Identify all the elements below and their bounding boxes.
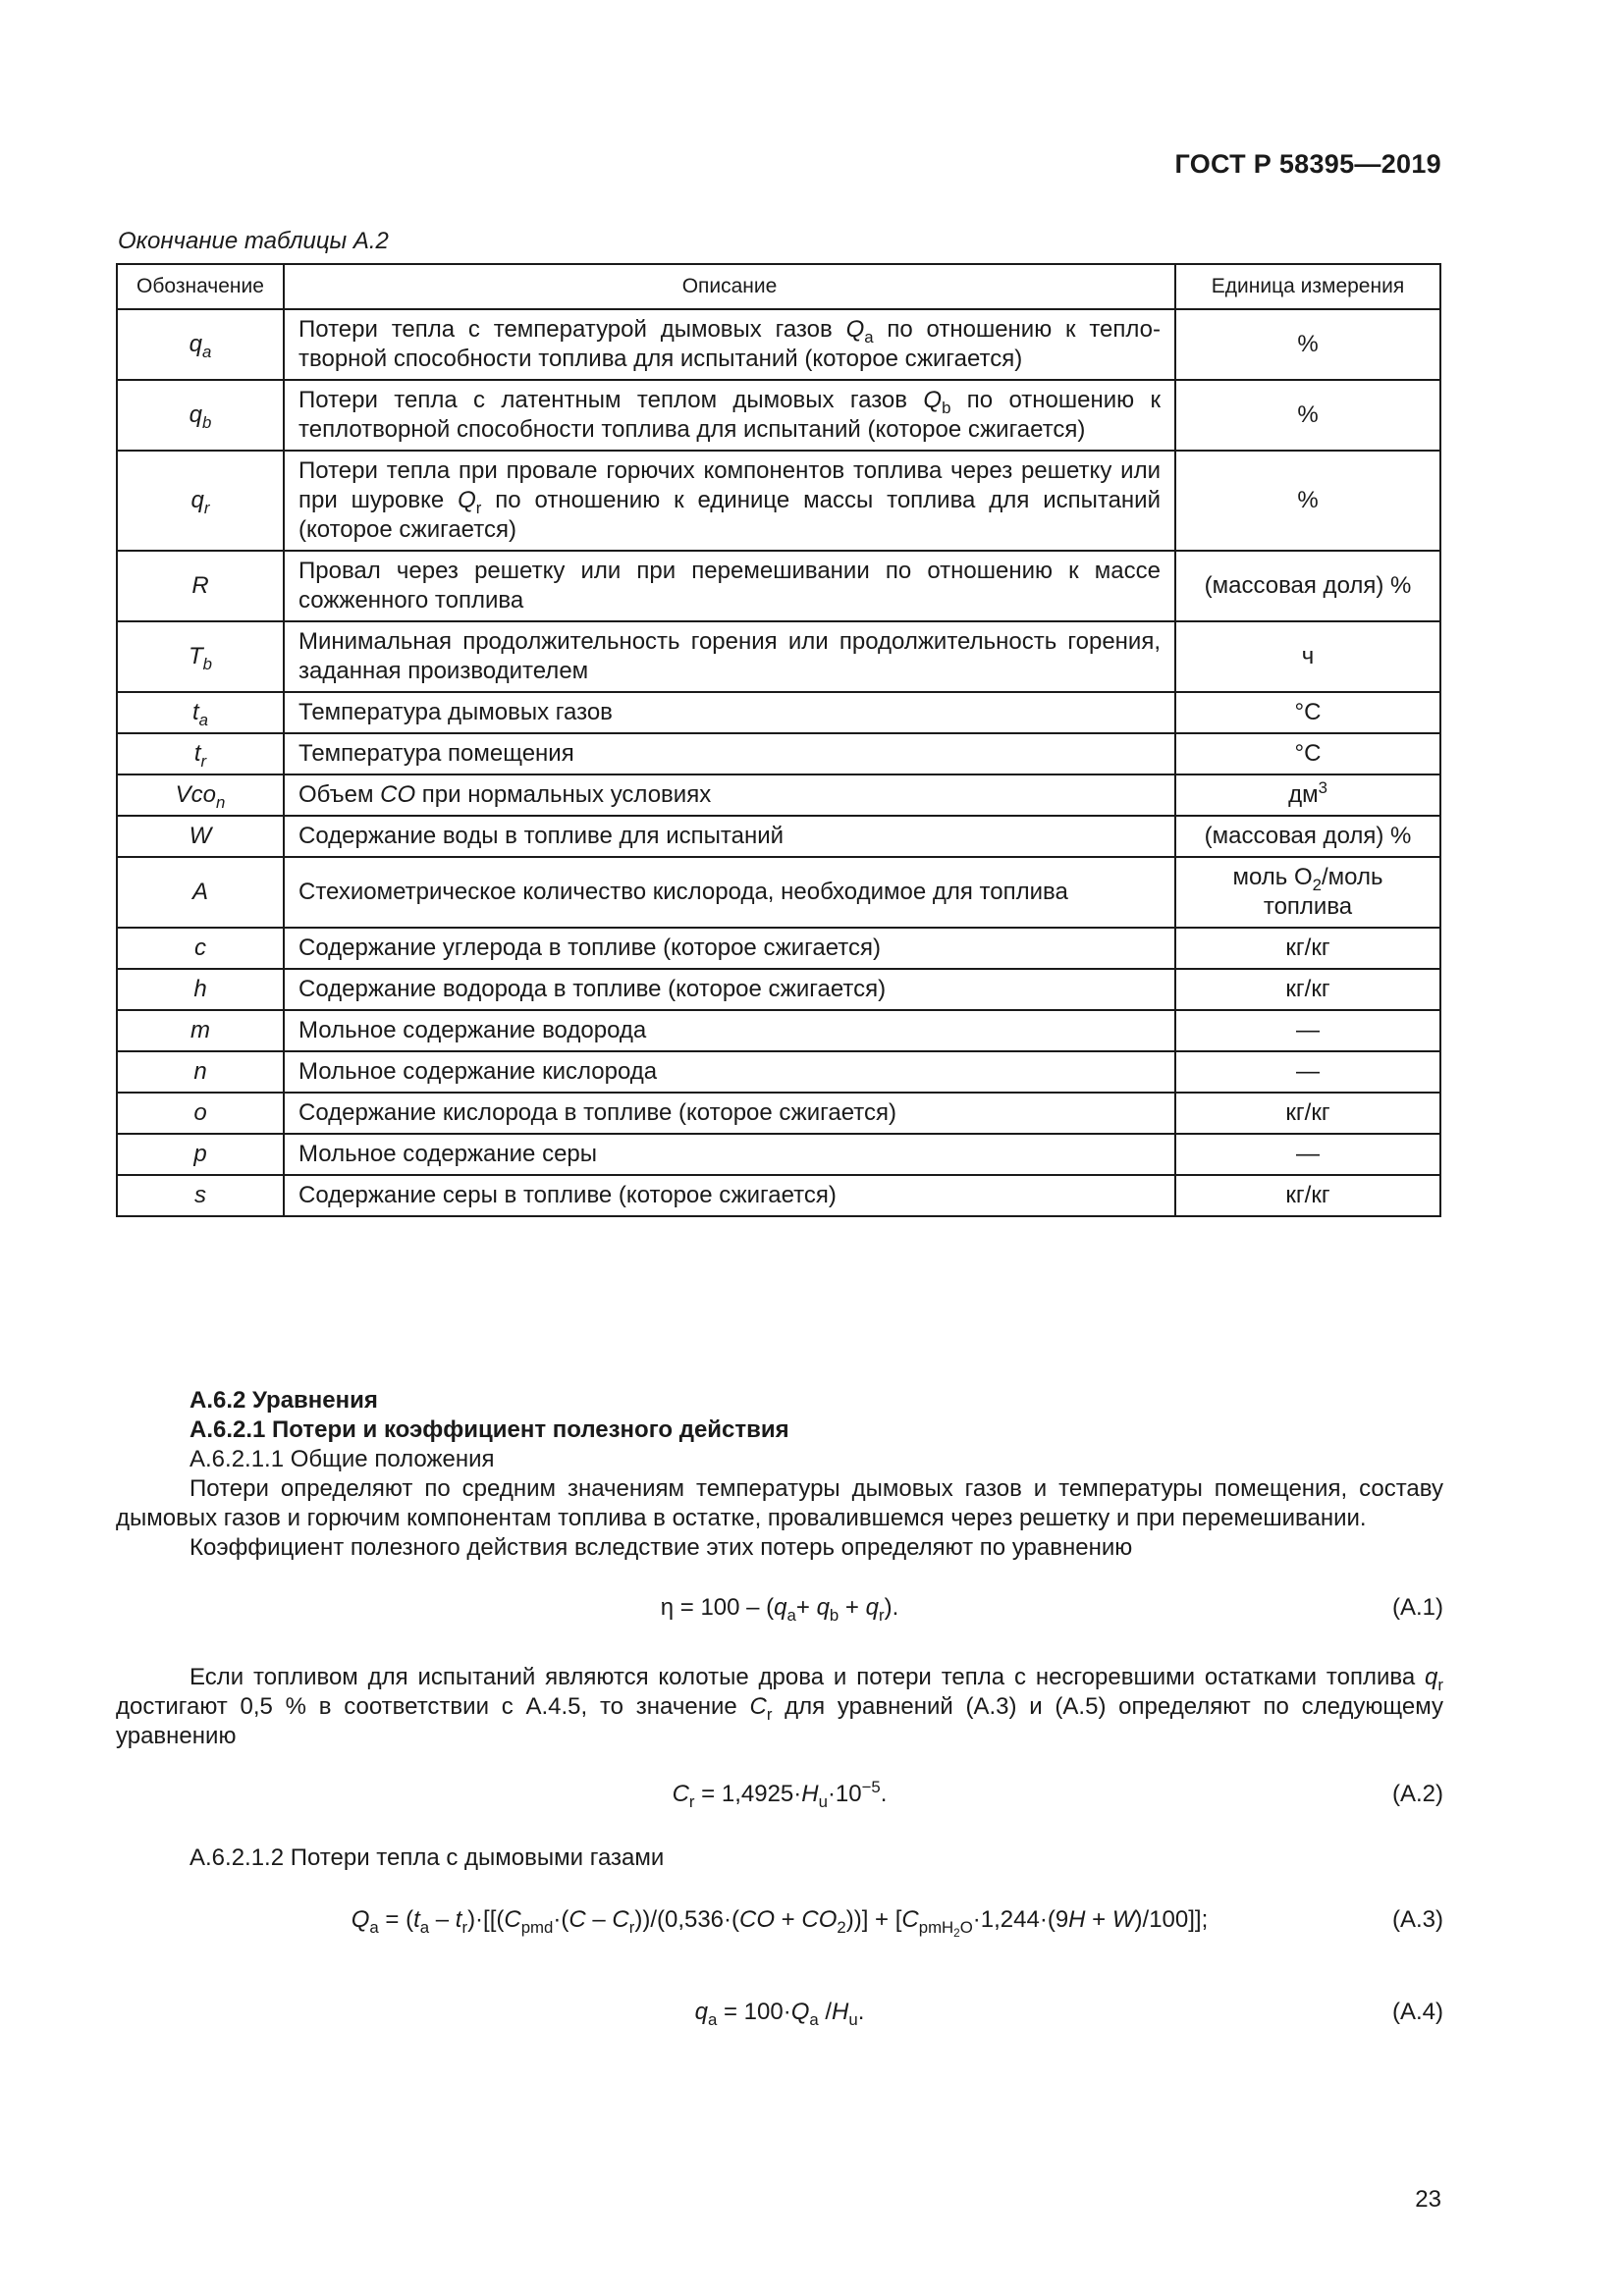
header-symbol: Обозначение xyxy=(117,264,284,309)
row-unit: кг/кг xyxy=(1175,1093,1440,1134)
row-description: Провал через решетку или при перемешивании по отношению к массе сожженного топлива xyxy=(284,551,1175,621)
row-unit: — xyxy=(1175,1134,1440,1175)
row-description: Содержание углерода в топливе (которое сжигается) xyxy=(284,928,1175,969)
row-symbol: $T_b$ xyxy=(117,621,284,692)
row-symbol: W xyxy=(117,816,284,857)
table-row xyxy=(117,380,1440,451)
row-unit: % xyxy=(1175,309,1440,380)
row-unit: % xyxy=(1175,451,1440,551)
table-row xyxy=(117,621,1440,692)
table-row xyxy=(117,551,1440,621)
row-description: Температура помещения xyxy=(284,733,1175,774)
equation-number: (А.1) xyxy=(1391,1594,1443,1621)
row-description: Содержание кислорода в топливе (которое сжигается) xyxy=(284,1093,1175,1134)
table-header-row xyxy=(117,264,1440,309)
table-row xyxy=(117,1093,1440,1134)
row-description: Мольное содержание водорода xyxy=(284,1010,1175,1051)
row-symbol: h xyxy=(117,969,284,1010)
row-symbol: Vco$_n$ xyxy=(117,774,284,816)
table-row xyxy=(117,1010,1440,1051)
table-row xyxy=(117,1051,1440,1093)
row-symbol: s xyxy=(117,1175,284,1216)
row-unit: — xyxy=(1175,1010,1440,1051)
row-unit: (массовая доля) % xyxy=(1175,816,1440,857)
row-unit: кг/кг xyxy=(1175,928,1440,969)
equation-body: $Q_a = (t_a - t_r)\cdot[[(C_{pmd}\cdot(C - C_r))/(0,536\cdot(CO + CO_2))] + [C_{pmH_2O}\cdot 1,244\cdot(9H + W)/100]]$; xyxy=(351,1906,1209,1940)
row-unit: кг/кг xyxy=(1175,969,1440,1010)
row-description: Содержание серы в топливе (которое сжигается) xyxy=(284,1175,1175,1216)
row-unit: °С xyxy=(1175,733,1440,774)
table-row xyxy=(117,1175,1440,1216)
parameters-table xyxy=(116,263,1441,1217)
row-unit: ч xyxy=(1175,621,1440,692)
row-symbol: c xyxy=(117,928,284,969)
table-caption: Окончание таблицы А.2 xyxy=(118,228,389,254)
table-row xyxy=(117,774,1440,816)
equation-body: $q_a = 100\cdot Q_a$ $/H_u$. xyxy=(694,1999,865,2029)
table-row xyxy=(117,451,1440,551)
equation-a4 xyxy=(116,1999,1443,2034)
row-symbol: m xyxy=(117,1010,284,1051)
row-description: Мольное содержание серы xyxy=(284,1134,1175,1175)
row-description: Мольное содержание кислорода xyxy=(284,1051,1175,1093)
equation-number: (А.2) xyxy=(1391,1781,1443,1807)
table-row xyxy=(117,969,1440,1010)
equation-a3 xyxy=(116,1906,1443,1942)
section-heading-a621: А.6.2.1 Потери и коэффициент полезного действия xyxy=(189,1416,789,1443)
paragraph-losses: Потери определяют по средним значениям температуры дымовых газов и температуры помещения, составу дымовых газов и горючим компонентам топлива в остатке, провалившемся через решетку и при перемешивании. xyxy=(116,1475,1443,1531)
row-symbol: o xyxy=(117,1093,284,1134)
table-row xyxy=(117,692,1440,733)
row-description: Потери тепла с латентным теплом дымовых газов $Q_b$ по отношению к теплотворной способности топлива для испытаний (которое сжигается) xyxy=(284,380,1175,451)
row-description: Температура дымовых газов xyxy=(284,692,1175,733)
section-heading-a62: А.6.2 Уравнения xyxy=(189,1387,378,1414)
section-body xyxy=(116,1386,1443,1563)
equation-body: $\eta = 100 - (q_a+ q_b + q_r)$. xyxy=(660,1594,899,1625)
row-symbol: A xyxy=(117,857,284,928)
section-heading-a6211: А.6.2.1.1 Общие положения xyxy=(189,1446,495,1472)
table-row xyxy=(117,857,1440,928)
row-symbol: n xyxy=(117,1051,284,1093)
row-unit: °С xyxy=(1175,692,1440,733)
equation-body: $C_r = 1,4925\cdot H_u\cdot 10^{-5}$. xyxy=(672,1777,888,1811)
row-symbol: $q_b$ xyxy=(117,380,284,451)
row-description: Содержание водорода в топливе (которое сжигается) xyxy=(284,969,1175,1010)
row-unit: % xyxy=(1175,380,1440,451)
equation-number: (А.3) xyxy=(1391,1906,1443,1933)
equation-a2 xyxy=(116,1777,1443,1816)
paragraph-firewood: Если топливом для испытаний являются колотые дрова и потери тепла с несгоревшими остатками топлива $q_r$ достигают 0,5 % в соответствии с А.4.5, то значение $C_r$ для уравнений (А.3) и (А.5) определяют по следующему уравнению xyxy=(116,1664,1443,1749)
row-symbol: $q_a$ xyxy=(117,309,284,380)
row-description: Потери тепла с температурой дымовых газов $Q_a$ по отношению к теплотворной способности топлива для испытаний (которое сжигается) xyxy=(284,309,1175,380)
document-code: ГОСТ Р 58395—2019 xyxy=(1174,149,1441,179)
header-unit: Единица измерения xyxy=(1175,264,1440,309)
row-symbol: $t_a$ xyxy=(117,692,284,733)
table-row xyxy=(117,309,1440,380)
row-unit: кг/кг xyxy=(1175,1175,1440,1216)
row-description: Потери тепла при провале горючих компонентов топлива через решетку или при шуровке $Q_r$ по отношению к единице массы топлива для испытаний (которое сжигается) xyxy=(284,451,1175,551)
equation-number: (А.4) xyxy=(1391,1999,1443,2025)
row-unit: моль $O_2$/моль топлива xyxy=(1175,857,1440,928)
row-symbol: $t_r$ xyxy=(117,733,284,774)
row-description: Объем CO при нормальных условиях xyxy=(284,774,1175,816)
page-number: 23 xyxy=(1415,2186,1441,2213)
row-unit: $дм^3$ xyxy=(1175,774,1440,816)
row-description: Содержание воды в топливе для испытаний xyxy=(284,816,1175,857)
paragraph-efficiency: Коэффициент полезного действия вследствие этих потерь определяют по уравнению xyxy=(189,1534,1133,1561)
row-symbol: $q_r$ xyxy=(117,451,284,551)
row-unit: — xyxy=(1175,1051,1440,1093)
table-row xyxy=(117,733,1440,774)
row-description: Стехиометрическое количество кислорода, необходимое для топлива xyxy=(284,857,1175,928)
row-symbol: p xyxy=(117,1134,284,1175)
equation-a1 xyxy=(116,1594,1443,1629)
section-heading-a6212: А.6.2.1.2 Потери тепла с дымовыми газами xyxy=(189,1844,665,1871)
row-unit: (массовая доля) % xyxy=(1175,551,1440,621)
table-row xyxy=(117,928,1440,969)
row-description: Минимальная продолжительность горения или продолжительность горения, заданная производителем xyxy=(284,621,1175,692)
table-row xyxy=(117,1134,1440,1175)
row-symbol: R xyxy=(117,551,284,621)
table-row xyxy=(117,816,1440,857)
header-description: Описание xyxy=(284,264,1175,309)
